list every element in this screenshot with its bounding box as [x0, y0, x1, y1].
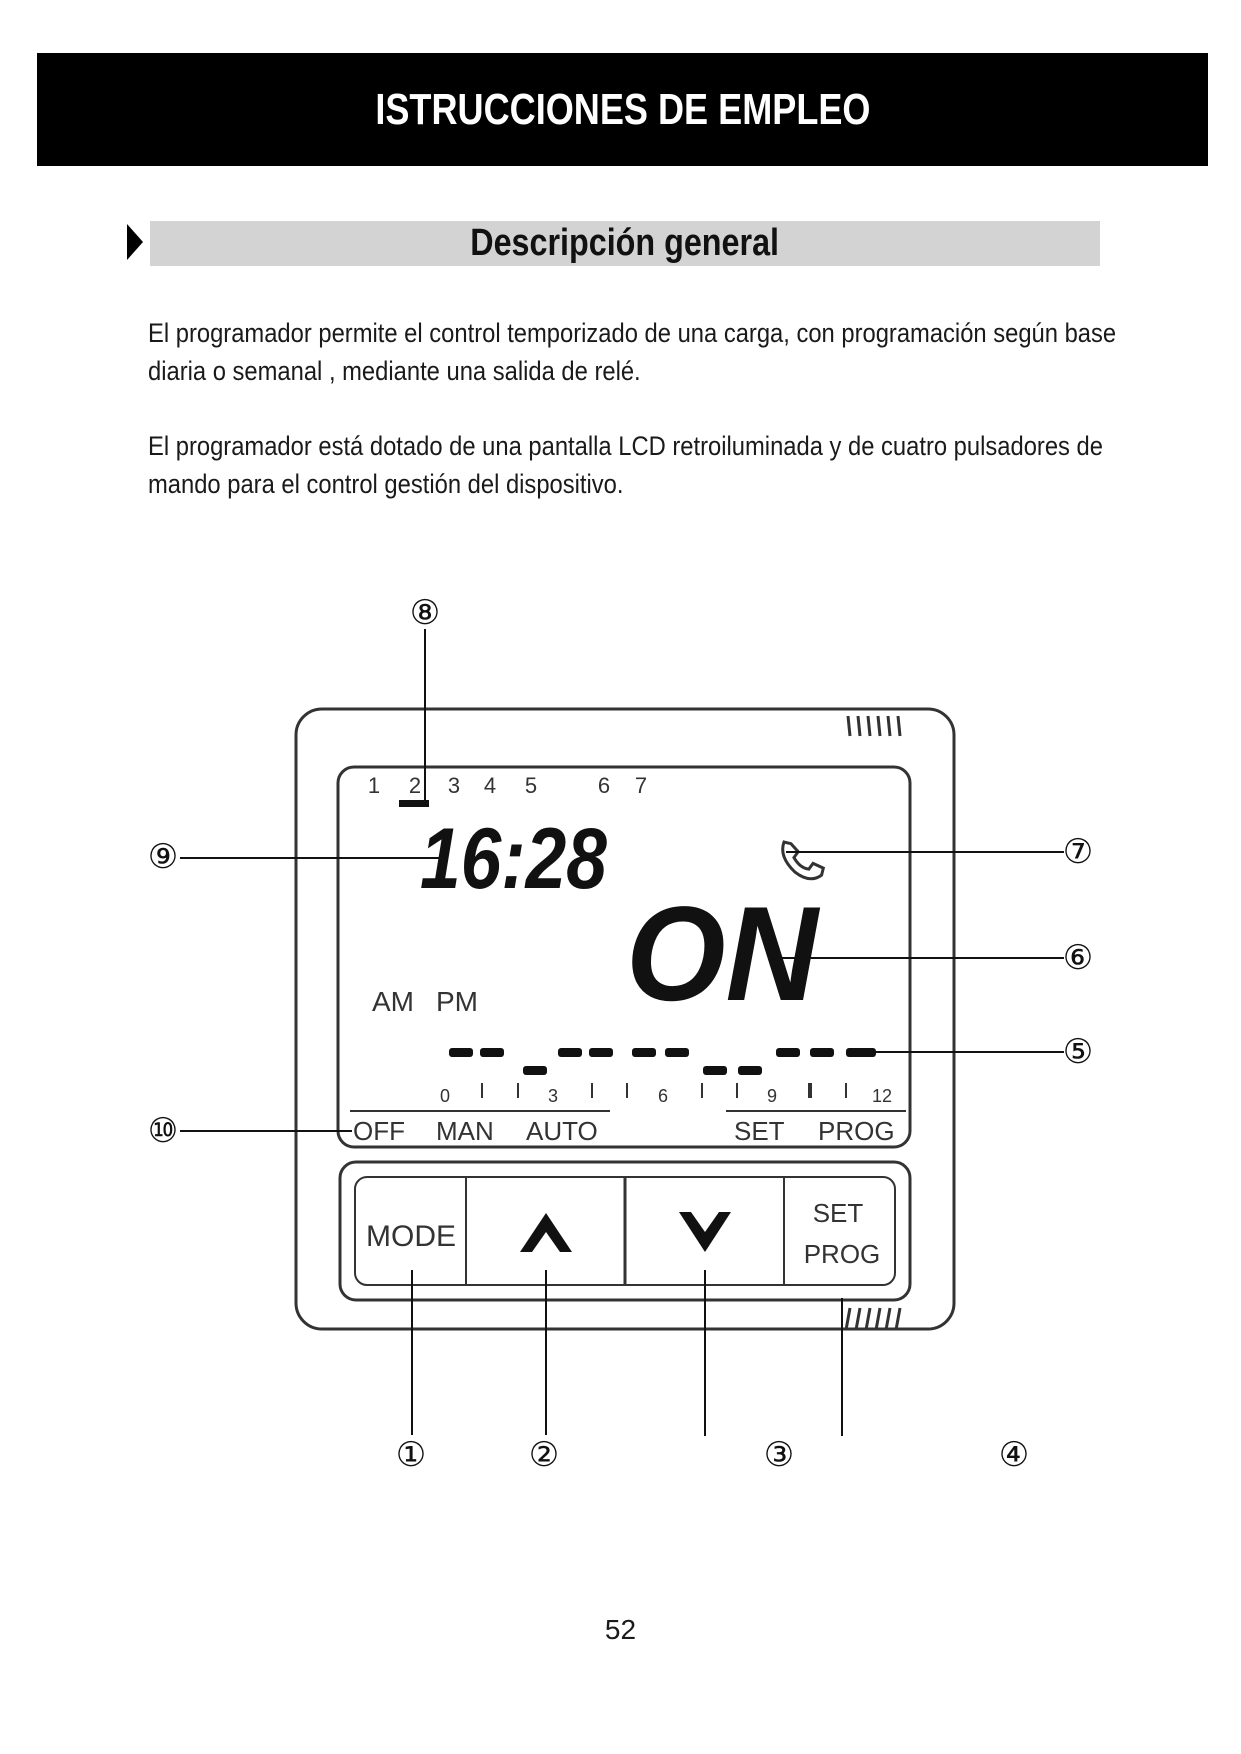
callout-9: ⑨	[147, 838, 179, 876]
relay-status: ON	[626, 878, 818, 1029]
callout-8: ⑧	[409, 594, 441, 632]
mode-button-label: MODE	[366, 1220, 456, 1253]
callout-1: ①	[395, 1436, 427, 1474]
day-label: 7	[634, 773, 648, 798]
mode-labels	[353, 1116, 895, 1146]
am-label: AM	[372, 986, 414, 1017]
day-label: 5	[524, 773, 538, 798]
pm-label: PM	[436, 986, 478, 1017]
vent-bottom-icon	[846, 1308, 900, 1330]
up-button[interactable]	[467, 1178, 624, 1284]
section-title: Descripción general	[470, 222, 780, 264]
scale-label: 3	[547, 1086, 559, 1106]
day-label: 4	[483, 773, 497, 798]
mode-set-label: SET	[734, 1116, 785, 1146]
day-label: 1	[367, 773, 381, 798]
current-day-marker	[399, 800, 429, 807]
program-bar	[449, 1048, 876, 1075]
page-title: ISTRUCCIONES DE EMPLEO	[374, 84, 871, 134]
scale-label: 12	[871, 1086, 893, 1106]
callout-10: ⑩	[147, 1112, 179, 1150]
day-label: 6	[597, 773, 611, 798]
paragraph-line: mando para el control gestión del dispositivo.	[148, 469, 624, 499]
mode-man-label: MAN	[436, 1116, 494, 1146]
day-label: 2	[408, 773, 422, 798]
callout-4: ④	[998, 1436, 1030, 1474]
time-display: 16:28	[420, 810, 607, 907]
mode-button[interactable]	[356, 1178, 465, 1284]
callout-5: ⑤	[1062, 1033, 1094, 1071]
paragraph-line: diaria o semanal , mediante una salida de relé.	[148, 356, 641, 386]
callout-7: ⑦	[1062, 833, 1094, 871]
set-prog-line1: SET	[812, 1198, 864, 1228]
mode-auto-label: AUTO	[526, 1116, 598, 1146]
scale-label: 9	[766, 1086, 778, 1106]
mode-prog-label: PROG	[818, 1116, 895, 1146]
mode-off-label: OFF	[353, 1116, 405, 1146]
page-number: 52	[604, 1614, 637, 1645]
hour-scale	[440, 1086, 892, 1106]
set-prog-line2: PROG	[803, 1239, 881, 1269]
down-button[interactable]	[626, 1178, 783, 1284]
paragraph-line: El programador permite el control temporizado de una carga, con programación según base	[148, 318, 1117, 348]
callout-3: ③	[763, 1436, 795, 1474]
scale-label: 6	[657, 1086, 669, 1106]
scale-label: 0	[439, 1086, 451, 1106]
paragraph-line: El programador está dotado de una pantalla LCD retroiluminada y de cuatro pulsadores de	[148, 431, 1103, 461]
callout-2: ②	[528, 1436, 560, 1474]
day-indicators	[368, 773, 647, 798]
set-prog-button[interactable]	[785, 1178, 894, 1284]
callout-6: ⑥	[1062, 939, 1094, 977]
callout-lines	[180, 629, 1064, 1436]
vent-top-icon	[848, 716, 900, 736]
day-label: 3	[447, 773, 461, 798]
